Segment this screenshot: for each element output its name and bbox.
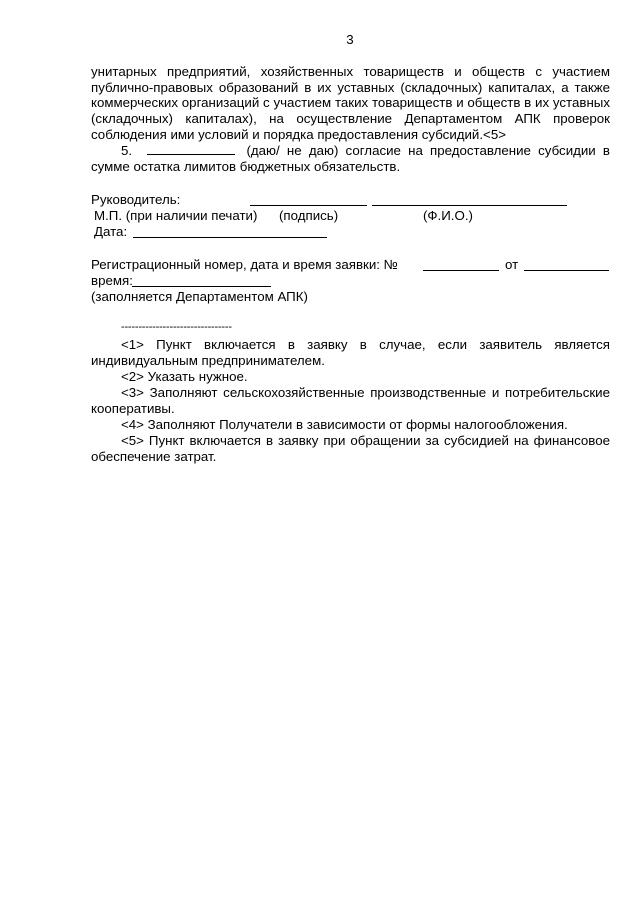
footnote-3 xyxy=(91,385,610,416)
footnote-4 xyxy=(91,417,610,433)
date-label: Дата: xyxy=(94,224,128,239)
footnote-text: <3> Заполняют сельскохозяйственные производственные и потребительские кооперативы. xyxy=(91,385,610,416)
fio-line[interactable] xyxy=(372,205,567,206)
registration-from-label: от xyxy=(505,257,519,272)
page-number: 3 xyxy=(346,32,354,47)
date-line[interactable] xyxy=(133,237,327,238)
registration-time-line[interactable] xyxy=(132,286,271,287)
registration-note: (заполняется Департаментом АПК) xyxy=(91,289,308,304)
item-5-paragraph xyxy=(91,142,610,174)
mp-label: М.П. (при наличии печати) xyxy=(94,208,258,223)
item-5-number: 5. xyxy=(121,143,133,158)
registration-label: Регистрационный номер, дата и время заявки: № xyxy=(91,257,398,272)
footnote-2 xyxy=(91,369,610,385)
item-5-blank-field[interactable] xyxy=(147,142,235,155)
footnote-text: <2> Указать нужное. xyxy=(121,369,248,384)
footnote-separator: -------------------------------- xyxy=(121,321,232,333)
fio-label: (Ф.И.О.) xyxy=(423,208,473,223)
signature-line[interactable] xyxy=(250,205,367,206)
registration-number-line[interactable] xyxy=(423,270,499,271)
registration-time-label: время: xyxy=(91,273,133,288)
head-label: Руководитель: xyxy=(91,192,181,207)
sign-label: (подпись) xyxy=(279,208,339,223)
registration-date-line[interactable] xyxy=(524,270,609,271)
item-5-text: (даю/ не даю) согласие на предоставление субсидии в сумме остатка лимитов бюджетных обязательств. xyxy=(91,143,610,174)
footnote-text: <1> Пункт включается в заявку в случае, если заявитель является индивидуальным предпринимателем. xyxy=(91,337,610,368)
footnote-text: <5> Пункт включается в заявку при обращении за субсидией на финансовое обеспечение затрат. xyxy=(91,433,610,464)
consent-paragraph-continuation xyxy=(91,64,610,143)
footnote-text: <4> Заполняют Получатели в зависимости от формы налогообложения. xyxy=(121,417,568,432)
paragraph-text: унитарных предприятий, хозяйственных товариществ и обществ с участием публично-правовых образований в их уставных (складочных) капиталах, а также коммерческих организаций с участием таких товариществ и обществ в их уставных (складочных) капиталах), на осуществление Департаментом АПК проверок соблюдения ими условий и порядка предоставления субсидий.<5> xyxy=(91,64,610,142)
footnote-1 xyxy=(91,337,610,368)
footnote-5 xyxy=(91,433,610,464)
